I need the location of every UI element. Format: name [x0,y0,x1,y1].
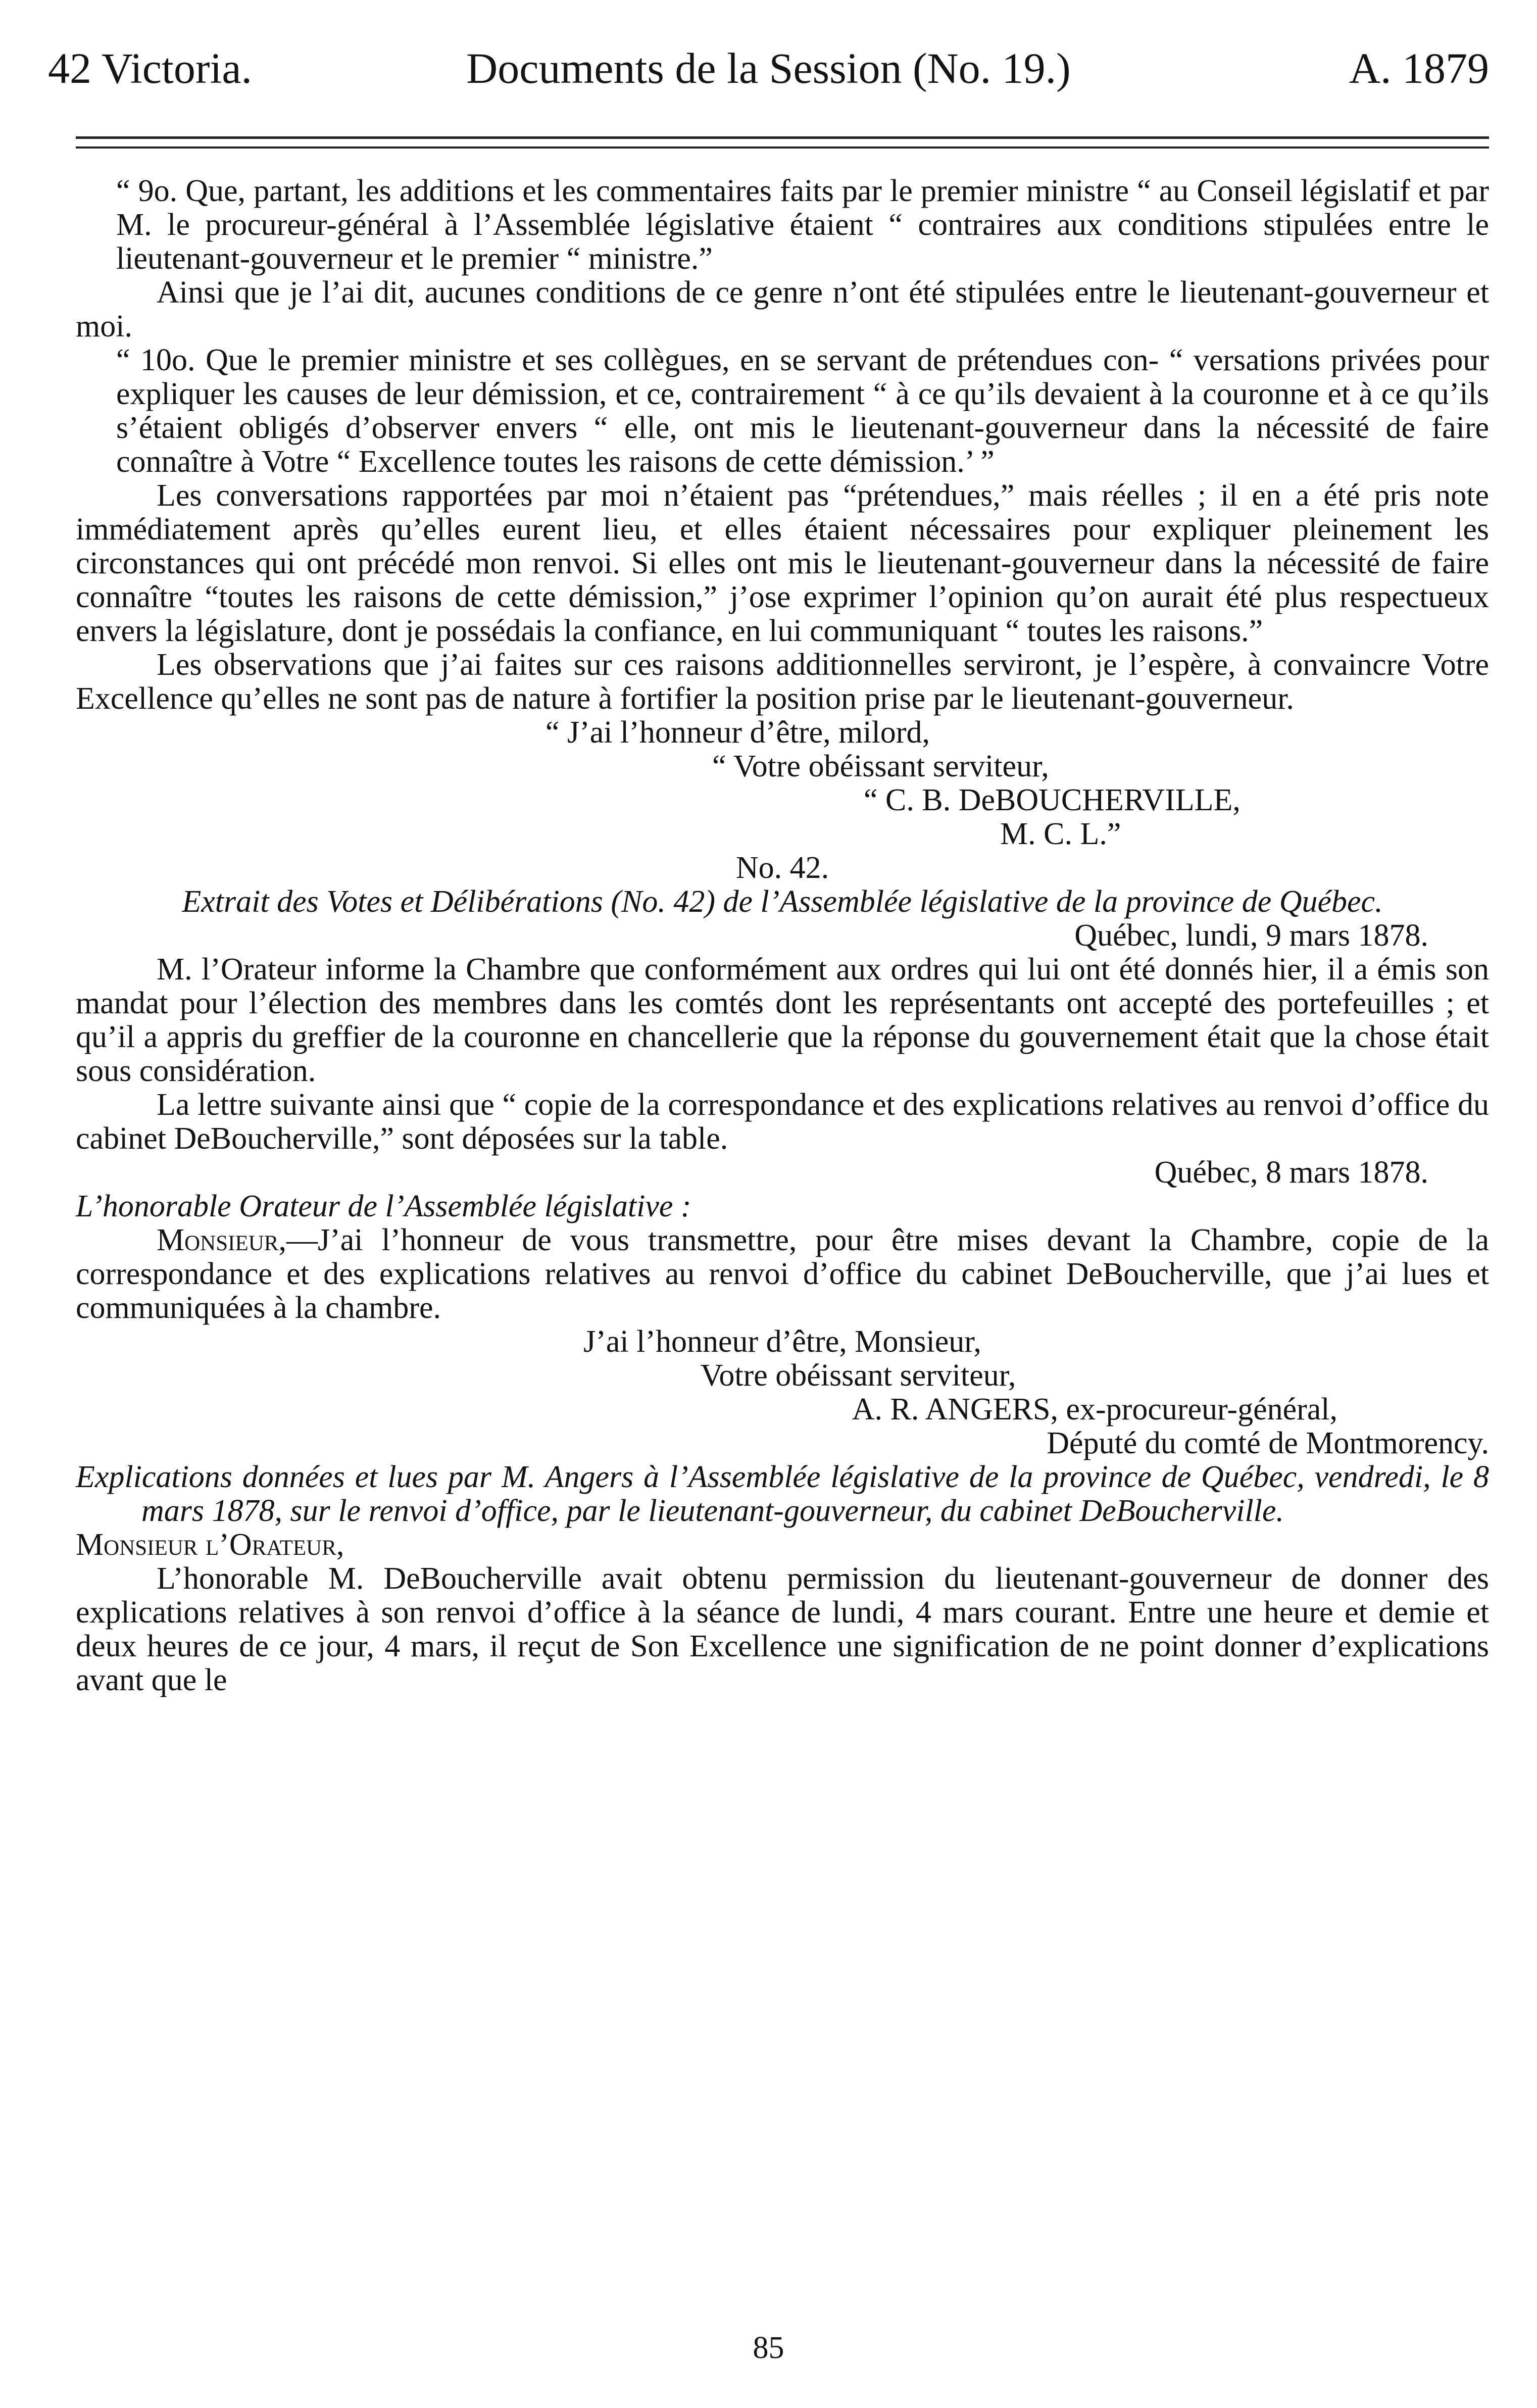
signature-title: M. C. L.” [1000,817,1121,851]
letter-body-lead: Monsieur, [157,1223,286,1257]
letter-close-1: J’ai l’honneur d’être, Monsieur, [583,1324,981,1359]
paragraph-reply-3: Les observations que j’ai faites sur ces raisons additionnelles serviront, je l’espère, à convaincre Votre Excellence qu’elles ne sont pas de nature à fortifier la position prise par le lieutenant-gouverneur. [76,648,1489,716]
section-number: No. 42. [735,851,829,885]
signature-name: “ C. B. DeBOUCHERVILLE, [864,783,1241,817]
letter-dateline: Québec, 8 mars 1878. [1154,1155,1428,1190]
paragraph-orateur: M. l’Orateur informe la Chambre que conformément aux ordres qui lui ont été donnés hier, il a émis son mandat pour l’élection des membres dans les comtés dont les représentants ont accepté des portefeuilles ; et qu’il a appris du greffier de la couronne en chancellerie que la réponse du gouvernement était que la chose était sous considération. [76,952,1489,1088]
closing-line-2: “ Votre obéissant serviteur, [712,749,1049,783]
paragraph-9o: “ 9o. Que, partant, les additions et les commentaires faits par le premier ministre “ au Conseil législatif et par M. le procureur-général à l’Assemblée législative étaient “ contraires aux conditions stipulées entre le lieutenant-gouverneur et le premier “ ministre.” [116,174,1489,276]
letter-salutation: L’honorable Orateur de l’Assemblée législative : [76,1189,691,1223]
section-dateline: Québec, lundi, 9 mars 1878. [1074,918,1428,953]
header-left: 42 Victoria. [48,44,253,92]
page-number: 85 [753,2331,784,2365]
letter-body [76,1223,1489,1325]
letter-signature-title: Député du comté de Montmorency. [1047,1426,1489,1460]
header-rule-bottom [76,146,1489,149]
paragraph-reply-2: Les conversations rapportées par moi n’étaient pas “prétendues,” mais réelles ; il en a été pris note immédiatement après qu’elles eurent lieu, et elles étaient nécessaires pour expliquer pleinement les circonstances qui ont précédé mon renvoi. Si elles ont mis le lieutenant-gouverneur dans la nécessité de faire connaître “toutes les raisons de cette démission,” j’ose exprimer l’opinion qu’on aurait été plus respectueux envers la législature, dont je possédais la confiance, en lui communiquant “ toutes les raisons.” [76,478,1489,648]
paragraph-10o: “ 10o. Que le premier ministre et ses collègues, en se servant de prétendues con- “ versations privées pour expliquer les causes de leur démission, et ce, contrairement “ à ce qu’ils devaient à la couronne et à ce qu’ils s’étaient obligés d’observer envers “ elle, ont mis le lieutenant-gouverneur dans la nécessité de faire connaître à Votre “ Excellence toutes les raisons de cette démission.’ ” [116,343,1489,479]
section-title: Extrait des Votes et Délibérations (No. 42) de l’Assemblée législative de la province de Québec. [182,884,1383,919]
explanations-address: Monsieur l’Orateur, [76,1528,344,1562]
header-right: A. 1879 [1349,44,1489,92]
running-header [48,40,1489,96]
closing-line-1: “ J’ai l’honneur d’être, milord, [546,715,930,750]
paragraph-lettre: La lettre suivante ainsi que “ copie de la correspondance et des explications relatives au renvoi d’office du cabinet DeBoucherville,” sont déposées sur la table. [76,1088,1489,1156]
header-center: Documents de la Session (No. 19.) [466,44,1071,92]
letter-close-2: Votre obéissant serviteur, [700,1358,1016,1393]
header-rule-top [76,136,1489,139]
body-text [76,174,1489,1697]
paragraph-reply-1: Ainsi que je l’ai dit, aucunes conditions de ce genre n’ont été stipulées entre le lieutenant-gouverneur et moi. [76,275,1489,343]
letter-signature: A. R. ANGERS, ex-procureur-général, [852,1392,1337,1427]
explanations-title: Explications données et lues par M. Angers à l’Assemblée législative de la province de Québec, vendredi, le 8 mars 1878, sur le renvoi d’office, par le lieutenant-gouverneur, du cabinet DeBoucherville. [76,1460,1489,1528]
letter-body-text: —J’ai l’honneur de vous transmettre, pour être mises devant la Chambre, copie de la correspondance et des explications relatives au renvoi d’office du cabinet DeBoucherville, que j’ai lues et communiquées à la chambre. [76,1223,1489,1325]
explanations-paragraph: L’honorable M. DeBoucherville avait obtenu permission du lieutenant-gouverneur de donner des explications relatives à son renvoi d’office à la séance de lundi, 4 mars courant. Entre une heure et demie et deux heures de ce jour, 4 mars, il reçut de Son Excellence une signification de ne point donner d’explications avant que le [76,1561,1489,1697]
